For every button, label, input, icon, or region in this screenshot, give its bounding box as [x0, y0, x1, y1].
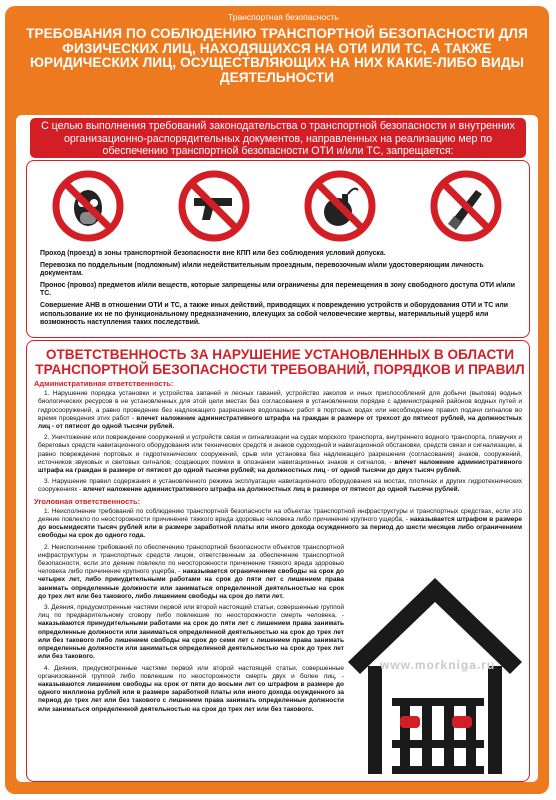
admin-item: 2. Уничтожение или повреждение сооружений и устройств связи и сигнализации на судах морского транспорта, внутреннего водного транспорта, плавучих и береговых средств навигационного оборудования или технических средств и знаков судоходной и навигационной обстановки, средств связи и сигнализации, а равно повреждение портовых и гидротехнических сооружений, срыв или установка без надлежащего разрешения (согласования) знаков, сооружений, источников звуковых и световых сигналов, создающих помехи в опознании навигационных знаков и сигналов, - влечет наложение административного штрафа на граждан в размере от пятисот до одной тысячи рублей; на должностных лиц - от одной тысячи до двух тысяч рублей. — [38, 434, 522, 475]
criminal-item: 2. Неисполнение требований по обеспечению транспортной безопасности объектов транспортной инфраструктуры и транспортных средств лицом, ответственным за обеспечение транспортной безопасности, если это деяние повлекло по неосторожности причинение тяжкого вреда здоровью человека либо причинение крупного ущерба, - наказывается ограничением свободы на срок до четырех лет, либо принудительными работами на срок до пяти лет с лишением права занимать определенные должности или заниматься определенной деятельностью на срок до трех лет или без такового, либо лишением свободы на срок до пяти лет. — [38, 543, 344, 600]
no-knife-icon — [430, 170, 502, 242]
prohibitions-list — [40, 250, 522, 331]
criminal-item: 1. Неисполнение требований по соблюдению транспортной безопасности на объектах транспортной инфраструктуры и транспортных средствах, если это деяние повлекло по неосторожности причинение тяжкого вреда здоровью человека либо причинение крупного ущерба, - наказывается штрафом в размере до восьмидесяти тысяч рублей или в размере заработной платы или иного дохода осужденного за период до шести месяцев либо ограничением свободы на срок до одного года. — [38, 507, 523, 540]
no-bomb-icon — [304, 170, 376, 242]
jail-house-icon — [340, 570, 530, 780]
no-gas-mask-icon — [52, 170, 124, 242]
no-firearms-icon — [178, 170, 250, 242]
admin-section-heading: Административная ответственность: — [34, 379, 174, 388]
admin-item: 1. Нарушение порядка установки и устройства запаней и лесных гаваней, устройство заколов и иных приспособлений для добычи (вылова) водных биологических ресурсов в не установленных для этой цели местах без согласования в установленном порядке с администрацией районов водных путей и гидросооружений, а равно проведение без надлежащего разрешения водолазных работ в портовых водах или несоблюдение правил подачи сигналов во время проведения этих работ - влечет наложение административного штрафа на граждан в размере от трехсот до пятисот рублей, на должностных лиц - от пятисот до одной тысячи рублей. — [38, 390, 522, 431]
criminal-item: 4. Деяния, предусмотренные частями первой или второй настоящей статьи, совершенные организованной группой либо повлекшие по неосторожности смерть двух и более лиц, - наказываются лишением свободы на срок от пяти до восьми лет со штрафом в размере до одного миллиона рублей или в размере заработной платы или иного дохода осужденного за период до трех лет или без такового с лишением права занимать определенные должности или заниматься определенной деятельностью на срок до трех лет или без такового. — [38, 664, 344, 713]
prohibition-item: Проход (проезд) в зоны транспортной безопасности вне КПП или без соблюдения условий допуска. — [40, 250, 386, 257]
prohibition-banner: С целью выполнения требований законодательства о транспортной безопасности и внутренних организационно-распорядительных документов, направленных на реализацию мер по обеспечению транспортной безопасности ОТИ и/или ТС, запрещается: — [30, 118, 526, 158]
admin-item: 3. Нарушение правил содержания и установленного режима эксплуатации навигационного оборудования на мостах, плотинах и других гидротехнических сооружениях - влечет наложение административного штрафа на должностных лиц в размере от пятисот до одной тысячи рублей. — [38, 478, 522, 494]
prohibition-icons — [52, 170, 502, 242]
page-title: ТРЕБОВАНИЯ ПО СОБЛЮДЕНИЮ ТРАНСПОРТНОЙ БЕЗОПАСНОСТИ ДЛЯ ФИЗИЧЕСКИХ ЛИЦ, НАХОДЯЩИХСЯ НА ОТИ ИЛИ ТС, А ТАКЖЕ ЮРИДИЧЕСКИХ ЛИЦ, ОСУЩЕСТВЛЯЮЩИХ НА НИХ КАКИЕ-ЛИБО ВИДЫ ДЕЯТЕЛЬНОСТИ — [26, 26, 528, 85]
prohibition-item: Перевозка по поддельным (подложным) и/или недействительным проездным, перевозочным и/или удостоверяющим личность документам. — [40, 261, 484, 278]
prohibition-item: Совершение АНВ в отношении ОТИ и ТС, а также иных действий, приводящих к повреждению устройств и оборудования ОТИ и ТС или использование их не по функциональному предназначению, влекущих за собой человеческие жертвы, материальный ущерб или возможность наступления таких последствий. — [40, 301, 508, 327]
criminal-item: 3. Деяния, предусмотренные частями первой или второй настоящей статьи, совершенные группой лиц по предварительному сговору либо повлекшие по неосторожности смерть человека, - наказываются принудительными работами на срок до пяти лет с лишением права занимать определенные должности или заниматься определенной деятельностью на срок до трех лет или без такового либо лишением свободы на срок до семи лет с лишением права занимать определенные должности или заниматься определенной деятельностью на срок до трех лет или без такового. — [38, 604, 344, 661]
criminal-section-heading: Уголовная ответственность: — [34, 496, 141, 506]
prohibition-item: Пронос (провоз) предметов и/или веществ, которые запрещены или ограничены для перемещения в зону свободного доступа ОТИ и/или ТС. — [40, 281, 516, 298]
watermark: www.morkniga.ru — [380, 658, 496, 672]
responsibility-title: ОТВЕТСТВЕННОСТЬ ЗА НАРУШЕНИЕ УСТАНОВЛЕННЫХ В ОБЛАСТИ ТРАНСПОРТНОЙ БЕЗОПАСНОСТИ ТРЕБОВАНИЙ, ПОРЯДКОВ И ПРАВИЛ — [35, 347, 525, 378]
header-label: Транспортная безопасность — [228, 12, 339, 22]
